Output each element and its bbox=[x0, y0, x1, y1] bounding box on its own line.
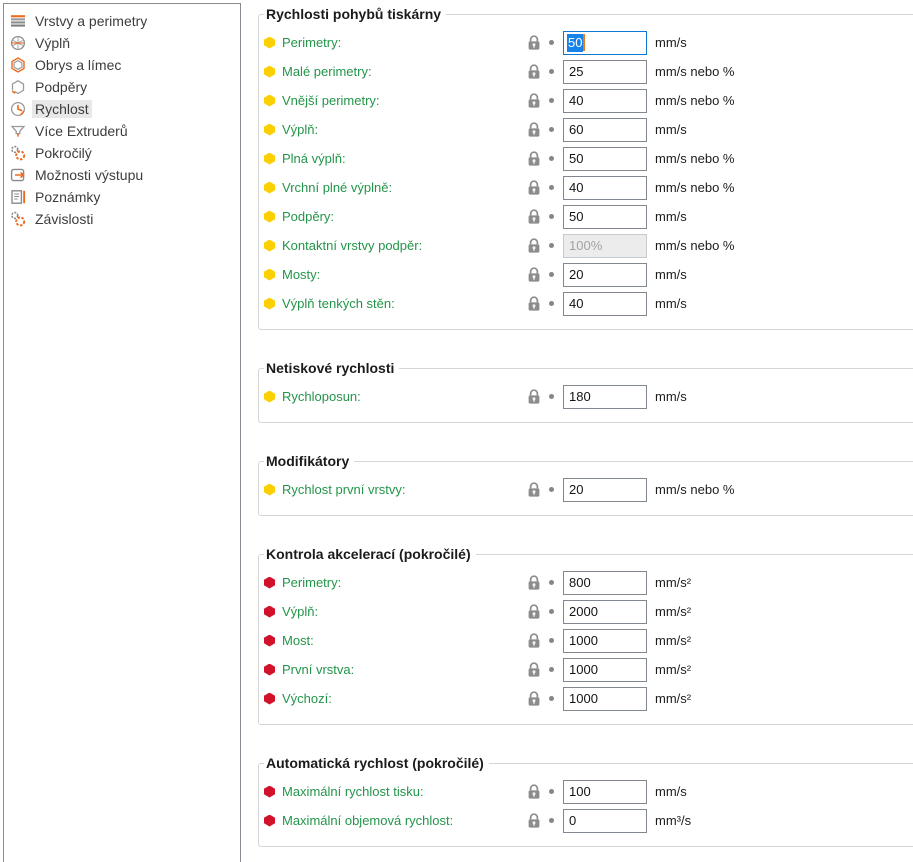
option-label-cell bbox=[264, 604, 527, 619]
value-input[interactable] bbox=[563, 809, 647, 833]
lock-icon[interactable] bbox=[527, 633, 541, 649]
value-input[interactable] bbox=[563, 147, 647, 171]
unit-label: mm/s² bbox=[655, 691, 692, 706]
unit-label: mm/s nebo % bbox=[655, 180, 735, 195]
unit-label: mm/s bbox=[655, 267, 687, 282]
sidebar-item-vrstvy-a-perimetry[interactable] bbox=[4, 10, 240, 32]
extruder-funnel-icon bbox=[9, 123, 26, 140]
sidebar-item-v-ce-extruder-[interactable] bbox=[4, 120, 240, 142]
sidebar-item-label: Možnosti výstupu bbox=[35, 167, 144, 183]
settings-group bbox=[258, 546, 913, 725]
option-label-cell bbox=[264, 633, 527, 648]
option-label-cell bbox=[264, 122, 527, 137]
option-label: První vrstva: bbox=[282, 662, 355, 677]
sidebar-item-label: Více Extruderů bbox=[35, 123, 128, 139]
unit-label: mm/s bbox=[655, 296, 687, 311]
unit-label: mm/s bbox=[655, 784, 687, 799]
option-row bbox=[264, 144, 913, 173]
lock-icon[interactable] bbox=[527, 93, 541, 109]
revert-dot-icon bbox=[549, 638, 554, 643]
option-row bbox=[264, 202, 913, 231]
settings-group bbox=[258, 755, 913, 847]
speed-settings-page bbox=[258, 6, 913, 862]
unit-label: mm/s bbox=[655, 209, 687, 224]
skirt-icon bbox=[9, 57, 26, 74]
revert-dot-icon bbox=[549, 127, 554, 132]
option-row bbox=[264, 777, 913, 806]
option-label-cell bbox=[264, 180, 527, 195]
option-label: Rychlost první vrstvy: bbox=[282, 482, 406, 497]
option-row bbox=[264, 115, 913, 144]
layers-icon bbox=[9, 13, 26, 30]
lock-icon[interactable] bbox=[527, 482, 541, 498]
speed-clock-icon bbox=[9, 101, 26, 118]
sidebar-item-obrys-a-l-mec[interactable] bbox=[4, 54, 240, 76]
output-arrow-icon bbox=[9, 167, 26, 184]
expert-mode-bullet-icon bbox=[264, 37, 275, 49]
value-input[interactable] bbox=[563, 31, 647, 55]
option-label: Podpěry: bbox=[282, 209, 335, 224]
revert-dot-icon bbox=[549, 394, 554, 399]
option-label-cell bbox=[264, 813, 527, 828]
unit-label: mm/s² bbox=[655, 662, 692, 677]
revert-dot-icon bbox=[549, 185, 554, 190]
lock-icon[interactable] bbox=[527, 813, 541, 829]
expert-mode-bullet-icon bbox=[264, 66, 275, 78]
revert-dot-icon bbox=[549, 301, 554, 306]
revert-dot-icon bbox=[549, 156, 554, 161]
revert-dot-icon bbox=[549, 580, 554, 585]
value-input[interactable] bbox=[563, 292, 647, 316]
unit-label: mm/s bbox=[655, 35, 687, 50]
revert-dot-icon bbox=[549, 696, 554, 701]
expert-mode-bullet-icon bbox=[264, 391, 275, 403]
gears-icon bbox=[9, 145, 26, 162]
value-input[interactable] bbox=[563, 478, 647, 502]
value-input[interactable] bbox=[563, 263, 647, 287]
value-input[interactable] bbox=[563, 89, 647, 113]
value-input[interactable] bbox=[563, 600, 647, 624]
option-row bbox=[264, 289, 913, 318]
sidebar-item-label: Vrstvy a perimetry bbox=[35, 13, 148, 29]
option-row bbox=[264, 806, 913, 835]
support-icon bbox=[9, 79, 26, 96]
sidebar-item-label: Poznámky bbox=[35, 189, 101, 205]
lock-icon[interactable] bbox=[527, 784, 541, 800]
option-row bbox=[264, 684, 913, 713]
value-input[interactable] bbox=[563, 658, 647, 682]
option-label: Plná výplň: bbox=[282, 151, 346, 166]
option-label: Perimetry: bbox=[282, 575, 342, 590]
value-input[interactable] bbox=[563, 687, 647, 711]
option-row bbox=[264, 231, 913, 260]
option-label-cell bbox=[264, 64, 527, 79]
settings-group bbox=[258, 453, 913, 516]
sidebar-item-mo-nosti-v-stupu[interactable] bbox=[4, 164, 240, 186]
sidebar-item-label: Obrys a límec bbox=[35, 57, 122, 73]
unit-label: mm³/s bbox=[655, 813, 692, 828]
value-input bbox=[563, 234, 647, 258]
gears-icon bbox=[9, 211, 26, 228]
option-label-cell bbox=[264, 482, 527, 497]
lock-icon[interactable] bbox=[527, 662, 541, 678]
option-label: Perimetry: bbox=[282, 35, 342, 50]
unit-label: mm/s nebo % bbox=[655, 151, 735, 166]
revert-dot-icon bbox=[549, 214, 554, 219]
lock-icon[interactable] bbox=[527, 691, 541, 707]
expert-mode-bullet-icon bbox=[264, 240, 275, 252]
advanced-mode-bullet-icon bbox=[264, 815, 275, 827]
unit-label: mm/s² bbox=[655, 575, 692, 590]
option-label-cell bbox=[264, 238, 527, 253]
value-input[interactable] bbox=[563, 571, 647, 595]
settings-category-sidebar bbox=[3, 3, 241, 862]
expert-mode-bullet-icon bbox=[264, 484, 275, 496]
advanced-mode-bullet-icon bbox=[264, 693, 275, 705]
option-label: Maximální rychlost tisku: bbox=[282, 784, 424, 799]
option-row bbox=[264, 57, 913, 86]
unit-label: mm/s bbox=[655, 122, 687, 137]
value-input[interactable] bbox=[563, 60, 647, 84]
sidebar-item-pozn-mky[interactable] bbox=[4, 186, 240, 208]
unit-label: mm/s bbox=[655, 389, 687, 404]
sidebar-item-podp-ry[interactable] bbox=[4, 76, 240, 98]
expert-mode-bullet-icon bbox=[264, 153, 275, 165]
option-row bbox=[264, 626, 913, 655]
option-label: Mosty: bbox=[282, 267, 321, 282]
option-label-cell bbox=[264, 575, 527, 590]
lock-icon[interactable] bbox=[527, 238, 541, 254]
text-caret bbox=[583, 34, 585, 51]
option-label: Vnější perimetry: bbox=[282, 93, 380, 108]
sidebar-item-label: Pokročilý bbox=[35, 145, 92, 161]
revert-dot-icon bbox=[549, 667, 554, 672]
expert-mode-bullet-icon bbox=[264, 298, 275, 310]
advanced-mode-bullet-icon bbox=[264, 635, 275, 647]
revert-dot-icon bbox=[549, 818, 554, 823]
value-input[interactable] bbox=[563, 176, 647, 200]
lock-icon[interactable] bbox=[527, 389, 541, 405]
sidebar-item-rychlost[interactable] bbox=[4, 98, 240, 120]
revert-dot-icon bbox=[549, 40, 554, 45]
expert-mode-bullet-icon bbox=[264, 182, 275, 194]
sidebar-item-label: Rychlost bbox=[32, 100, 92, 118]
option-label: Výplň: bbox=[282, 122, 319, 137]
option-label-cell bbox=[264, 151, 527, 166]
lock-icon[interactable] bbox=[527, 575, 541, 591]
unit-label: mm/s² bbox=[655, 633, 692, 648]
option-row bbox=[264, 173, 913, 202]
option-label: Maximální objemová rychlost: bbox=[282, 813, 454, 828]
value-input[interactable] bbox=[563, 780, 647, 804]
lock-icon[interactable] bbox=[527, 604, 541, 620]
expert-mode-bullet-icon bbox=[264, 211, 275, 223]
expert-mode-bullet-icon bbox=[264, 95, 275, 107]
option-row bbox=[264, 655, 913, 684]
option-label-cell bbox=[264, 784, 527, 799]
value-input[interactable] bbox=[563, 205, 647, 229]
advanced-mode-bullet-icon bbox=[264, 606, 275, 618]
group-title: Kontrola akcelerací (pokročilé) bbox=[266, 546, 471, 562]
option-label: Most: bbox=[282, 633, 314, 648]
option-row bbox=[264, 597, 913, 626]
lock-icon[interactable] bbox=[527, 267, 541, 283]
option-label-cell bbox=[264, 35, 527, 50]
sidebar-item-label: Závislosti bbox=[35, 211, 94, 227]
advanced-mode-bullet-icon bbox=[264, 786, 275, 798]
option-row bbox=[264, 382, 913, 411]
option-label: Malé perimetry: bbox=[282, 64, 372, 79]
revert-dot-icon bbox=[549, 272, 554, 277]
notes-icon bbox=[9, 189, 26, 206]
sidebar-item-pokro-il-[interactable] bbox=[4, 142, 240, 164]
sidebar-item-v-pl-[interactable] bbox=[4, 32, 240, 54]
revert-dot-icon bbox=[549, 487, 554, 492]
lock-icon[interactable] bbox=[527, 209, 541, 225]
lock-icon[interactable] bbox=[527, 151, 541, 167]
unit-label: mm/s nebo % bbox=[655, 64, 735, 79]
revert-dot-icon bbox=[549, 789, 554, 794]
selected-text: 50 bbox=[568, 34, 583, 50]
option-label-cell bbox=[264, 296, 527, 311]
settings-group bbox=[258, 6, 913, 330]
value-input[interactable] bbox=[563, 118, 647, 142]
option-label-cell bbox=[264, 267, 527, 282]
value-input[interactable] bbox=[563, 629, 647, 653]
option-label-cell bbox=[264, 662, 527, 677]
sidebar-item-label: Výplň bbox=[35, 35, 71, 51]
revert-dot-icon bbox=[549, 609, 554, 614]
group-title: Modifikátory bbox=[266, 453, 350, 469]
option-row bbox=[264, 475, 913, 504]
option-label-cell bbox=[264, 691, 527, 706]
value-input[interactable] bbox=[563, 385, 647, 409]
revert-dot-icon bbox=[549, 98, 554, 103]
lock-icon[interactable] bbox=[527, 35, 541, 51]
option-row bbox=[264, 568, 913, 597]
sidebar-item-z-vislosti[interactable] bbox=[4, 208, 240, 230]
revert-dot-icon bbox=[549, 243, 554, 248]
option-label: Kontaktní vrstvy podpěr: bbox=[282, 238, 423, 253]
option-row bbox=[264, 260, 913, 289]
advanced-mode-bullet-icon bbox=[264, 577, 275, 589]
option-label-cell bbox=[264, 389, 527, 404]
option-label: Vrchní plné výplně: bbox=[282, 180, 393, 195]
infill-icon bbox=[9, 35, 26, 52]
group-title: Automatická rychlost (pokročilé) bbox=[266, 755, 484, 771]
option-label-cell bbox=[264, 209, 527, 224]
group-title: Rychlosti pohybů tiskárny bbox=[266, 6, 442, 22]
expert-mode-bullet-icon bbox=[264, 269, 275, 281]
option-label: Výchozí: bbox=[282, 691, 332, 706]
revert-dot-icon bbox=[549, 69, 554, 74]
option-label: Výplň: bbox=[282, 604, 319, 619]
unit-label: mm/s nebo % bbox=[655, 482, 735, 497]
unit-label: mm/s nebo % bbox=[655, 93, 735, 108]
advanced-mode-bullet-icon bbox=[264, 664, 275, 676]
option-label: Rychloposun: bbox=[282, 389, 361, 404]
lock-icon[interactable] bbox=[527, 296, 541, 312]
group-title: Netiskové rychlosti bbox=[266, 360, 395, 376]
option-label: Výplň tenkých stěn: bbox=[282, 296, 395, 311]
option-row bbox=[264, 28, 913, 57]
option-label-cell bbox=[264, 93, 527, 108]
lock-icon[interactable] bbox=[527, 180, 541, 196]
option-row bbox=[264, 86, 913, 115]
unit-label: mm/s nebo % bbox=[655, 238, 735, 253]
lock-icon[interactable] bbox=[527, 64, 541, 80]
expert-mode-bullet-icon bbox=[264, 124, 275, 136]
lock-icon[interactable] bbox=[527, 122, 541, 138]
sidebar-item-label: Podpěry bbox=[35, 79, 88, 95]
unit-label: mm/s² bbox=[655, 604, 692, 619]
settings-group bbox=[258, 360, 913, 423]
